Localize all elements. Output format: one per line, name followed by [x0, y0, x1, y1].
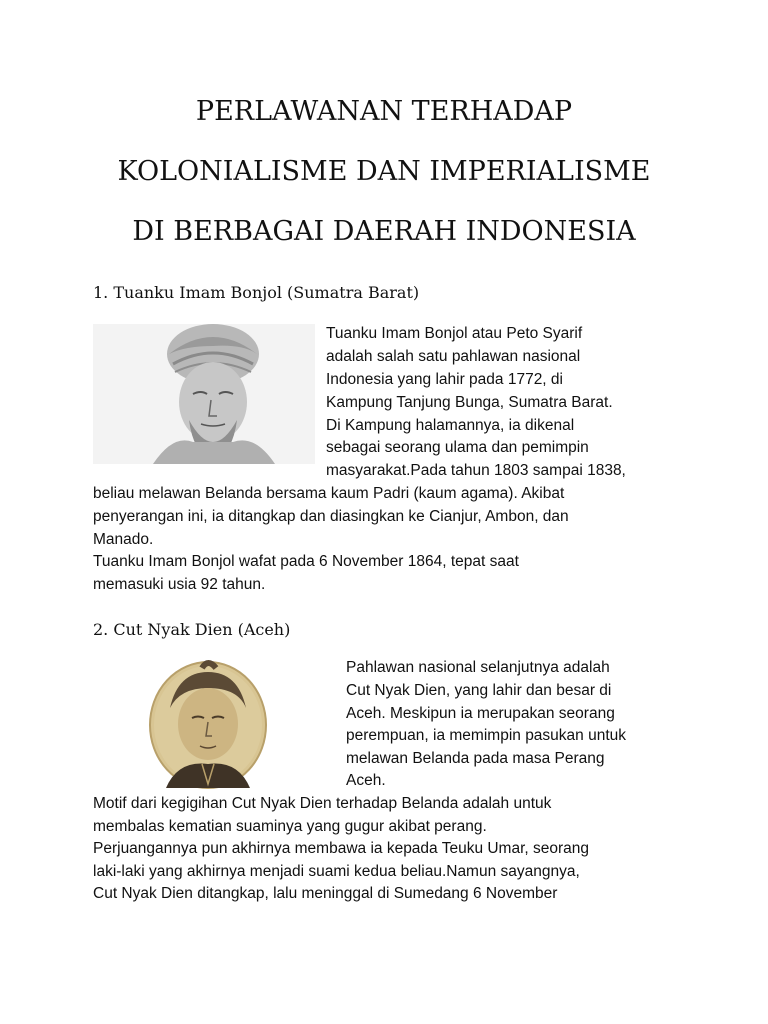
text-line: sebagai seorang ulama dan pemimpin [326, 439, 589, 456]
text-line: masyarakat.Pada tahun 1803 sampai 1838, [326, 462, 626, 479]
text-line: Tuanku Imam Bonjol wafat pada 6 November 1864, tepat saat [93, 553, 519, 570]
text-line: Manado. [93, 531, 154, 548]
text-line: laki-laki yang akhirnya menjadi suami kedua beliau.Namun sayangnya, [93, 863, 580, 880]
text-line: Kampung Tanjung Bunga, Sumatra Barat. [326, 394, 613, 411]
portrait-imam-bonjol [93, 324, 315, 464]
portrait-cut-nyak-dien [98, 660, 320, 790]
text-line: Cut Nyak Dien ditangkap, lalu meninggal di Sumedang 6 November [93, 885, 558, 902]
text-line: Perjuangannya pun akhirnya membawa ia kepada Teuku Umar, seorang [93, 840, 590, 857]
text-line: Tuanku Imam Bonjol atau Peto Syarif [326, 325, 583, 342]
text-line: melawan Belanda pada masa Perang [346, 750, 605, 767]
text-line: membalas kematian suaminya yang gugur akibat perang. [93, 818, 487, 835]
text-line: Indonesia yang lahir pada 1772, di [326, 371, 563, 388]
text-line: beliau melawan Belanda bersama kaum Padri (kaum agama). Akibat [93, 485, 565, 502]
text-line: penyerangan ini, ia ditangkap dan diasingkan ke Cianjur, Ambon, dan [93, 508, 569, 525]
section-heading-imam-bonjol: 1. Tuanku Imam Bonjol (Sumatra Barat) [93, 283, 420, 302]
text-line: Di Kampung halamannya, ia dikenal [326, 417, 575, 434]
text-line: Cut Nyak Dien, yang lahir dan besar di [346, 682, 612, 699]
portrait-imam-bonjol-image [93, 324, 315, 464]
text-line: perempuan, ia memimpin pasukan untuk [346, 727, 627, 744]
document-title-line-2: KOLONIALISME DAN IMPERIALISME [117, 156, 651, 187]
text-line: adalah salah satu pahlawan nasional [326, 348, 581, 365]
document-title-line-3: DI BERBAGAI DAERAH INDONESIA [132, 216, 636, 247]
text-line: Pahlawan nasional selanjutnya adalah [346, 659, 610, 676]
text-line: memasuki usia 92 tahun. [93, 576, 266, 593]
portrait-cut-nyak-dien-image [98, 660, 320, 790]
text-line: Aceh. [346, 772, 386, 789]
section-heading-cut-nyak-dien: 2. Cut Nyak Dien (Aceh) [93, 620, 291, 639]
text-line: Aceh. Meskipun ia merupakan seorang [346, 705, 615, 722]
document-title-line-1: PERLAWANAN TERHADAP [195, 96, 573, 127]
text-line: Motif dari kegigihan Cut Nyak Dien terhadap Belanda adalah untuk [93, 795, 552, 812]
